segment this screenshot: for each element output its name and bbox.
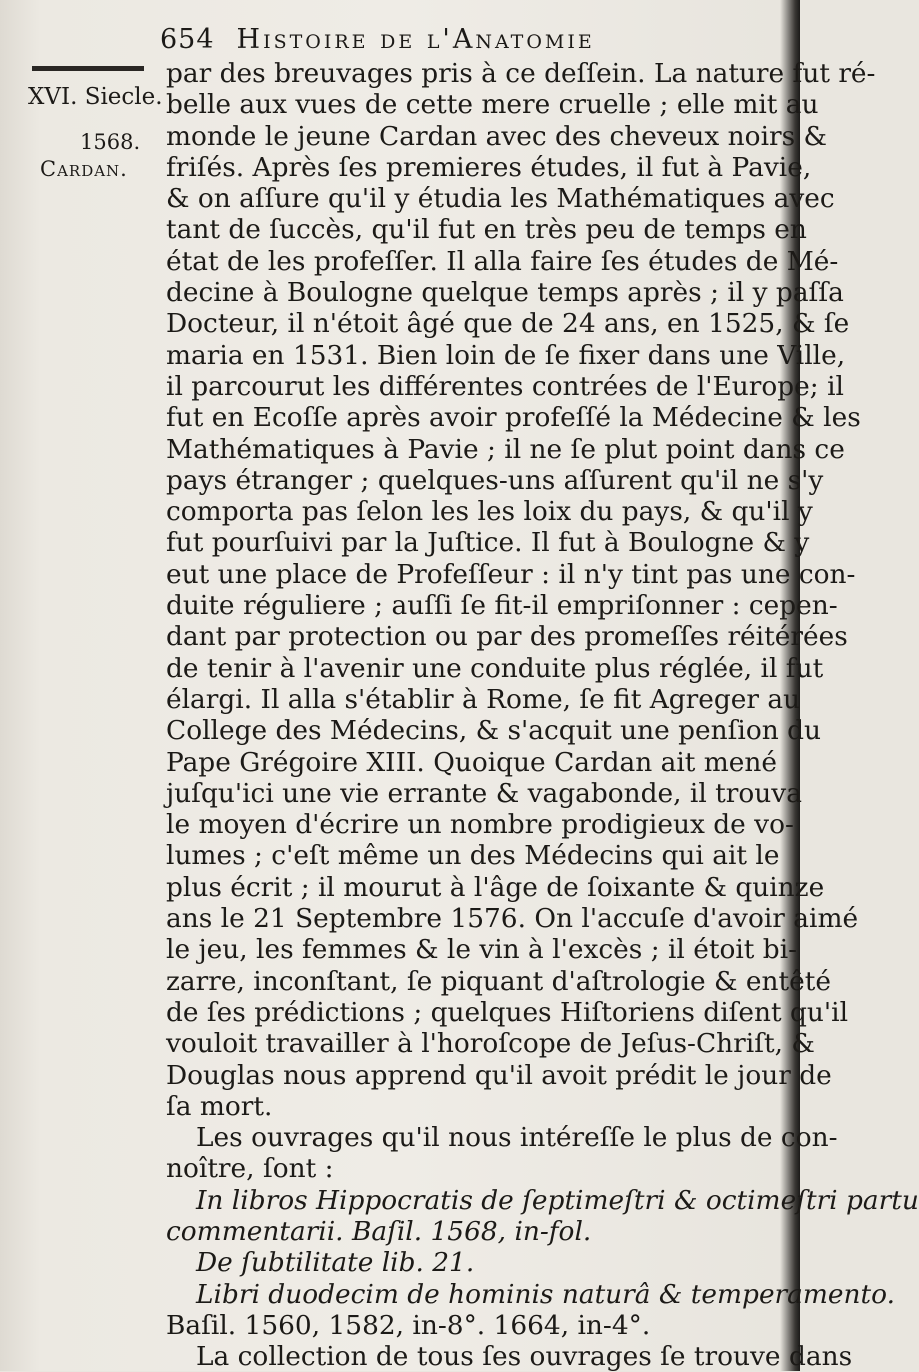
text-line: juſqu'ici une vie errante & vagabonde, il trouva bbox=[166, 777, 802, 809]
text-line: & on aſſure qu'il y étudia les Mathématiques avec bbox=[166, 183, 835, 215]
text-line: état de les profeſſer. Il alla faire ſes études de Mé- bbox=[166, 245, 839, 277]
text-line: comporta pas ſelon les les loix du pays, & qu'il y bbox=[166, 496, 813, 528]
text-line: eut une place de Profeſſeur : il n'y tint pas une con- bbox=[166, 558, 856, 590]
text-line: tant de ſuccès, qu'il fut en très peu de temps en bbox=[166, 214, 807, 246]
text-line: Pape Grégoire XIII. Quoique Cardan ait mené bbox=[166, 746, 778, 778]
margin-note-century: XVI. Siecle. bbox=[28, 84, 163, 110]
text-line: fut pourſuivi par la Juſtice. Il fut à Boulogne & y bbox=[166, 527, 810, 559]
text-line: plus écrit ; il mourut à l'âge de ſoixante & quinze bbox=[166, 871, 825, 903]
text-line: fut en Ecoſſe après avoir profeſſé la Médecine & les bbox=[166, 402, 861, 434]
text-line: Mathématiques à Pavie ; il ne ſe plut point dans ce bbox=[166, 433, 845, 465]
text-line: La collection de tous ſes ouvrages ſe trouve dans bbox=[196, 1341, 853, 1372]
page-number: 654 bbox=[160, 24, 215, 55]
text-line: In libros Hippocratis de ſeptimeſtri & octimeſtri partu bbox=[196, 1184, 919, 1216]
text-line: lumes ; c'eſt même un des Médecins qui ait le bbox=[166, 840, 780, 872]
text-line: zarre, inconſtant, ſe piquant d'aſtrologie & entêté bbox=[166, 965, 831, 997]
running-header bbox=[160, 24, 760, 55]
text-line: ans le 21 Septembre 1576. On l'accuſe d'avoir aimé bbox=[166, 903, 859, 935]
text-line: De ſubtilitate lib. 21. bbox=[196, 1247, 475, 1279]
text-line: il parcourut les différentes contrées de l'Europe; il bbox=[166, 370, 844, 402]
text-line: belle aux vues de cette mere cruelle ; elle mit au bbox=[166, 89, 819, 121]
text-line: duite réguliere ; auſſi ſe fit-il empriſonner : cepen- bbox=[166, 590, 838, 622]
text-line: friſés. Après ſes premieres études, il fut à Pavie, bbox=[166, 151, 812, 183]
margin-note-name: Cardan. bbox=[40, 157, 128, 181]
text-line: par des breuvages pris à ce deſſein. La nature fut ré- bbox=[166, 58, 876, 89]
text-line: ſa mort. bbox=[166, 1090, 273, 1122]
margin-note-year: 1568. bbox=[80, 130, 141, 154]
text-line: College des Médecins, & s'acquit une penſion du bbox=[166, 715, 822, 747]
text-line: le jeu, les femmes & le vin à l'excès ; il étoit bi- bbox=[166, 934, 798, 966]
text-line: de ſes prédictions ; quelques Hiſtoriens diſent qu'il bbox=[166, 996, 849, 1028]
text-line: commentarii. Baſil. 1568, in-fol. bbox=[166, 1215, 592, 1247]
text-line: decine à Boulogne quelque temps après ; il y paſſa bbox=[166, 277, 844, 309]
body-text bbox=[166, 58, 919, 1372]
text-line: dant par protection ou par des promeſſes réitérées bbox=[166, 621, 848, 653]
text-line: vouloit travailler à l'horoſcope de Jeſus-Chriſt, & bbox=[166, 1028, 815, 1060]
running-title: Histoire de l'Anatomie bbox=[236, 24, 595, 55]
text-line: pays étranger ; quelques-uns aſſurent qu'il ne s'y bbox=[166, 464, 824, 496]
text-line: le moyen d'écrire un nombre prodigieux de vo- bbox=[166, 809, 794, 841]
text-line: monde le jeune Cardan avec des cheveux noirs & bbox=[166, 120, 828, 152]
text-line: Baſil. 1560, 1582, in-8°. 1664, in-4°. bbox=[166, 1309, 651, 1341]
margin-rule bbox=[32, 66, 144, 71]
text-line: noître, ſont : bbox=[166, 1153, 334, 1185]
text-line: Les ouvrages qu'il nous intéreſſe le plus de con- bbox=[196, 1122, 838, 1154]
text-line: élargi. Il alla s'établir à Rome, ſe fit Agreger au bbox=[166, 683, 801, 715]
text-line: Douglas nous apprend qu'il avoit prédit le jour de bbox=[166, 1059, 832, 1091]
text-line: Docteur, il n'étoit âgé que de 24 ans, en 1525, & ſe bbox=[166, 308, 850, 340]
text-line: de tenir à l'avenir une conduite plus réglée, il fut bbox=[166, 652, 824, 684]
text-line: maria en 1531. Bien loin de ſe fixer dans une Ville, bbox=[166, 339, 846, 371]
text-line: Libri duodecim de hominis naturâ & temperamento. bbox=[196, 1278, 895, 1310]
